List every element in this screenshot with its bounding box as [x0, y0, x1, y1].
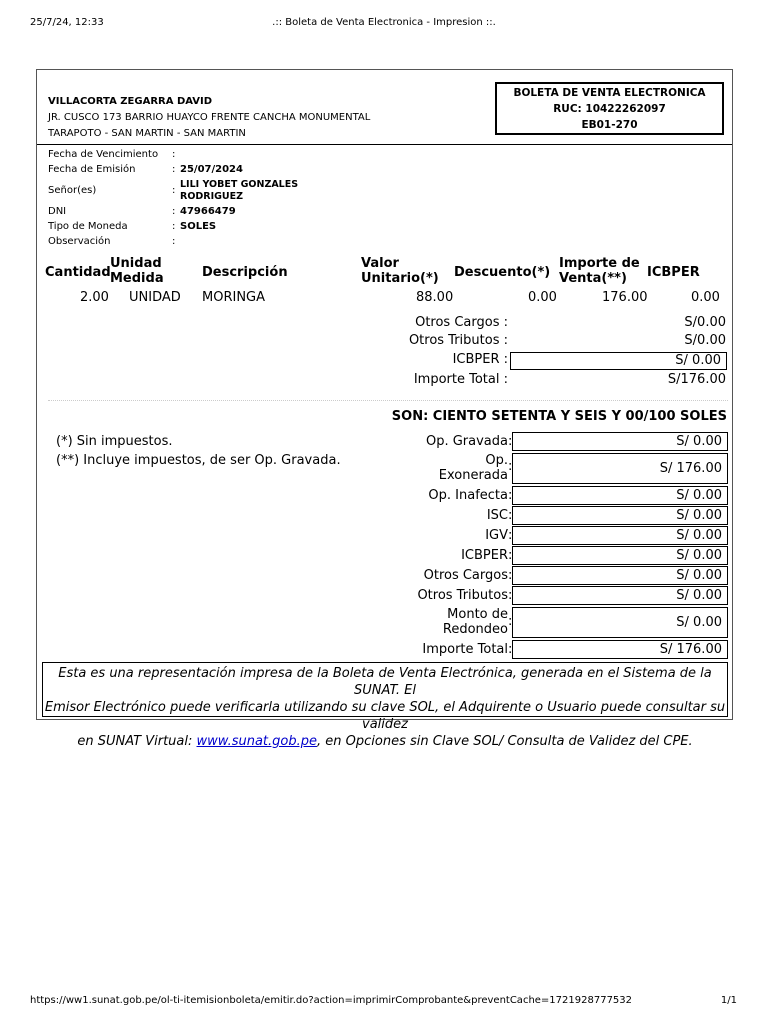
col-unidad	[110, 256, 164, 286]
total-label-otros-cargos: Otros Cargos	[423, 568, 508, 583]
summary-value-box: S/ 0.00	[510, 352, 727, 370]
client-name-line: LILI YOBET GONZALES	[180, 178, 299, 190]
document-ruc: RUC: 10422262097	[553, 103, 666, 115]
summary-label: ICBPER :	[452, 352, 508, 367]
col-valor-line1: Valor	[361, 256, 399, 271]
info-row-observacion	[48, 234, 498, 249]
total-value-isc: S/ 0.00	[512, 506, 728, 525]
boleta-document	[36, 69, 733, 749]
total-label-isc: ISC	[486, 508, 508, 523]
total-value-redondeo: S/ 0.00	[512, 607, 728, 638]
info-block	[48, 147, 498, 249]
print-url: https://ww1.sunat.gob.pe/ol-ti-itemisionboleta/emitir.do?action=imprimirComprobante&preventCache=1721928777532	[30, 995, 633, 1006]
total-colon: :	[508, 568, 513, 583]
col-unidad-line2: Medida	[110, 271, 164, 286]
info-label: Fecha de Vencimiento	[48, 149, 159, 160]
col-importe	[559, 256, 640, 286]
info-sep: :	[172, 221, 176, 232]
total-value-otros-cargos: S/ 0.00	[512, 566, 728, 585]
total-value-gravada: S/ 0.00	[512, 432, 728, 451]
summary-label: Otros Cargos :	[415, 315, 508, 330]
items-table-header	[37, 256, 732, 288]
print-timestamp: 25/7/24, 12:33	[30, 17, 104, 28]
legal-line-3-post: , en Opciones sin Clave SOL/ Consulta de Validez del CPE.	[317, 734, 693, 749]
col-descripcion: Descripción	[202, 265, 288, 280]
info-sep: :	[172, 164, 176, 175]
print-footer	[0, 995, 768, 1009]
info-label: Observación	[48, 236, 111, 247]
emisor-location: TARAPOTO - SAN MARTIN - SAN MARTIN	[48, 128, 246, 139]
client-name-line: RODRIGUEZ	[180, 190, 244, 202]
total-colon: :	[508, 614, 513, 629]
emisor-name: VILLACORTA ZEGARRA DAVID	[48, 96, 213, 107]
info-row-vencimiento	[48, 147, 498, 162]
header-divider	[37, 144, 732, 145]
legal-line-2: Emisor Electrónico puede verificarla utilizando su clave SOL, el Adquirente o Usuario puede consultar su validez	[44, 700, 726, 732]
info-label: Fecha de Emisión	[48, 164, 136, 175]
summary-value: S/0.00	[684, 333, 726, 348]
print-header	[0, 17, 768, 31]
section-divider	[48, 400, 728, 401]
total-label-otros-tributos: Otros Tributos	[417, 588, 508, 603]
cell-cantidad: 2.00	[80, 290, 109, 305]
emisor-address: JR. CUSCO 173 BARRIO HUAYCO FRENTE CANCHA MONUMENTAL	[48, 112, 371, 123]
summary-otros-cargos	[37, 315, 732, 333]
total-value-inafecta: S/ 0.00	[512, 486, 728, 505]
note-2: (**) Incluye impuestos, de ser Op. Gravada.	[56, 453, 341, 468]
info-sep: :	[172, 149, 176, 160]
info-value	[180, 179, 298, 203]
total-label-igv: IGV	[485, 528, 508, 543]
total-value-otros-tributos: S/ 0.00	[512, 586, 728, 605]
info-row-moneda	[48, 219, 498, 234]
legal-line-3-pre: en SUNAT Virtual:	[77, 734, 197, 749]
print-page-number: 1/1	[720, 995, 737, 1006]
cell-importe: 176.00	[602, 290, 648, 305]
total-value-igv: S/ 0.00	[512, 526, 728, 545]
col-icbper: ICBPER	[647, 265, 700, 280]
summary-otros-tributos	[37, 333, 732, 351]
legal-notice	[42, 662, 728, 749]
total-colon: :	[508, 508, 513, 523]
info-sep: :	[172, 236, 176, 247]
cell-descuento: 0.00	[528, 290, 557, 305]
emisor-block	[48, 94, 468, 142]
total-colon: :	[508, 528, 513, 543]
info-label: Tipo de Moneda	[48, 221, 128, 232]
summary-importe-total	[37, 372, 732, 390]
col-importe-line2: Venta(**)	[559, 271, 627, 286]
legal-line-3	[43, 733, 727, 750]
ruc-box	[495, 82, 724, 135]
total-colon: :	[508, 642, 513, 657]
total-label-importe-total: Importe Total	[422, 642, 508, 657]
total-label-inafecta: Op. Inafecta	[428, 488, 508, 503]
amount-in-words: SON: CIENTO SETENTA Y SEIS Y 00/100 SOLES	[391, 409, 727, 424]
cell-descripcion: MORINGA	[202, 290, 266, 305]
summary-label: Otros Tributos :	[408, 333, 508, 348]
cell-unidad: UNIDAD	[129, 290, 181, 305]
total-value-icbper: S/ 0.00	[512, 546, 728, 565]
print-title: .:: Boleta de Venta Electronica - Impresion ::.	[272, 17, 496, 28]
info-label: Señor(es)	[48, 185, 97, 196]
total-label-exonerada-line2: Exonerada	[438, 468, 508, 483]
document-type: BOLETA DE VENTA ELECTRONICA	[513, 87, 706, 99]
col-valor-line2: Unitario(*)	[361, 271, 439, 286]
sunat-link[interactable]: www.sunat.gob.pe	[196, 734, 318, 749]
total-label-redondeo	[443, 607, 508, 637]
total-label-exonerada	[439, 453, 508, 483]
info-value: 25/07/2024	[180, 164, 243, 175]
total-colon: :	[508, 588, 513, 603]
total-colon: :	[508, 434, 513, 449]
document-number: EB01-270	[581, 119, 638, 131]
summary-value: S/0.00	[684, 315, 726, 330]
info-row-dni	[48, 204, 498, 219]
info-value: SOLES	[180, 221, 217, 232]
info-value: 47966479	[180, 206, 236, 217]
notes	[56, 432, 341, 470]
total-label-icbper: ICBPER	[461, 548, 508, 563]
total-label-gravada: Op. Gravada	[425, 434, 508, 449]
col-importe-line1: Importe de	[559, 256, 640, 271]
note-1: (*) Sin impuestos.	[56, 434, 173, 449]
summary-value: S/176.00	[667, 372, 726, 387]
col-valor	[361, 256, 439, 286]
total-colon: :	[508, 548, 513, 563]
col-descuento: Descuento(*)	[454, 265, 551, 280]
info-sep: :	[172, 185, 176, 196]
total-label-redondeo-line2: Redondeo	[442, 622, 508, 637]
info-label: DNI	[48, 206, 67, 217]
info-row-senor	[48, 177, 498, 204]
total-label-redondeo-line1: Monto de	[447, 607, 508, 622]
summary-icbper	[37, 352, 732, 370]
total-colon: :	[508, 488, 513, 503]
info-sep: :	[172, 206, 176, 217]
legal-line-1: Esta es una representación impresa de la Boleta de Venta Electrónica, generada en el Sistema de la SUNAT. El	[58, 666, 712, 698]
cell-valor: 88.00	[416, 290, 454, 305]
total-value-importe-total: S/ 176.00	[512, 640, 728, 659]
col-unidad-line1: Unidad	[110, 256, 162, 271]
summary-label: Importe Total :	[413, 372, 508, 387]
cell-icbper: 0.00	[691, 290, 720, 305]
total-label-exonerada-line1: Op.	[485, 453, 508, 468]
total-value-exonerada: S/ 176.00	[512, 453, 728, 484]
col-cantidad: Cantidad	[45, 265, 111, 280]
table-row	[37, 290, 732, 306]
total-colon: :	[508, 459, 513, 474]
info-row-emision	[48, 162, 498, 177]
